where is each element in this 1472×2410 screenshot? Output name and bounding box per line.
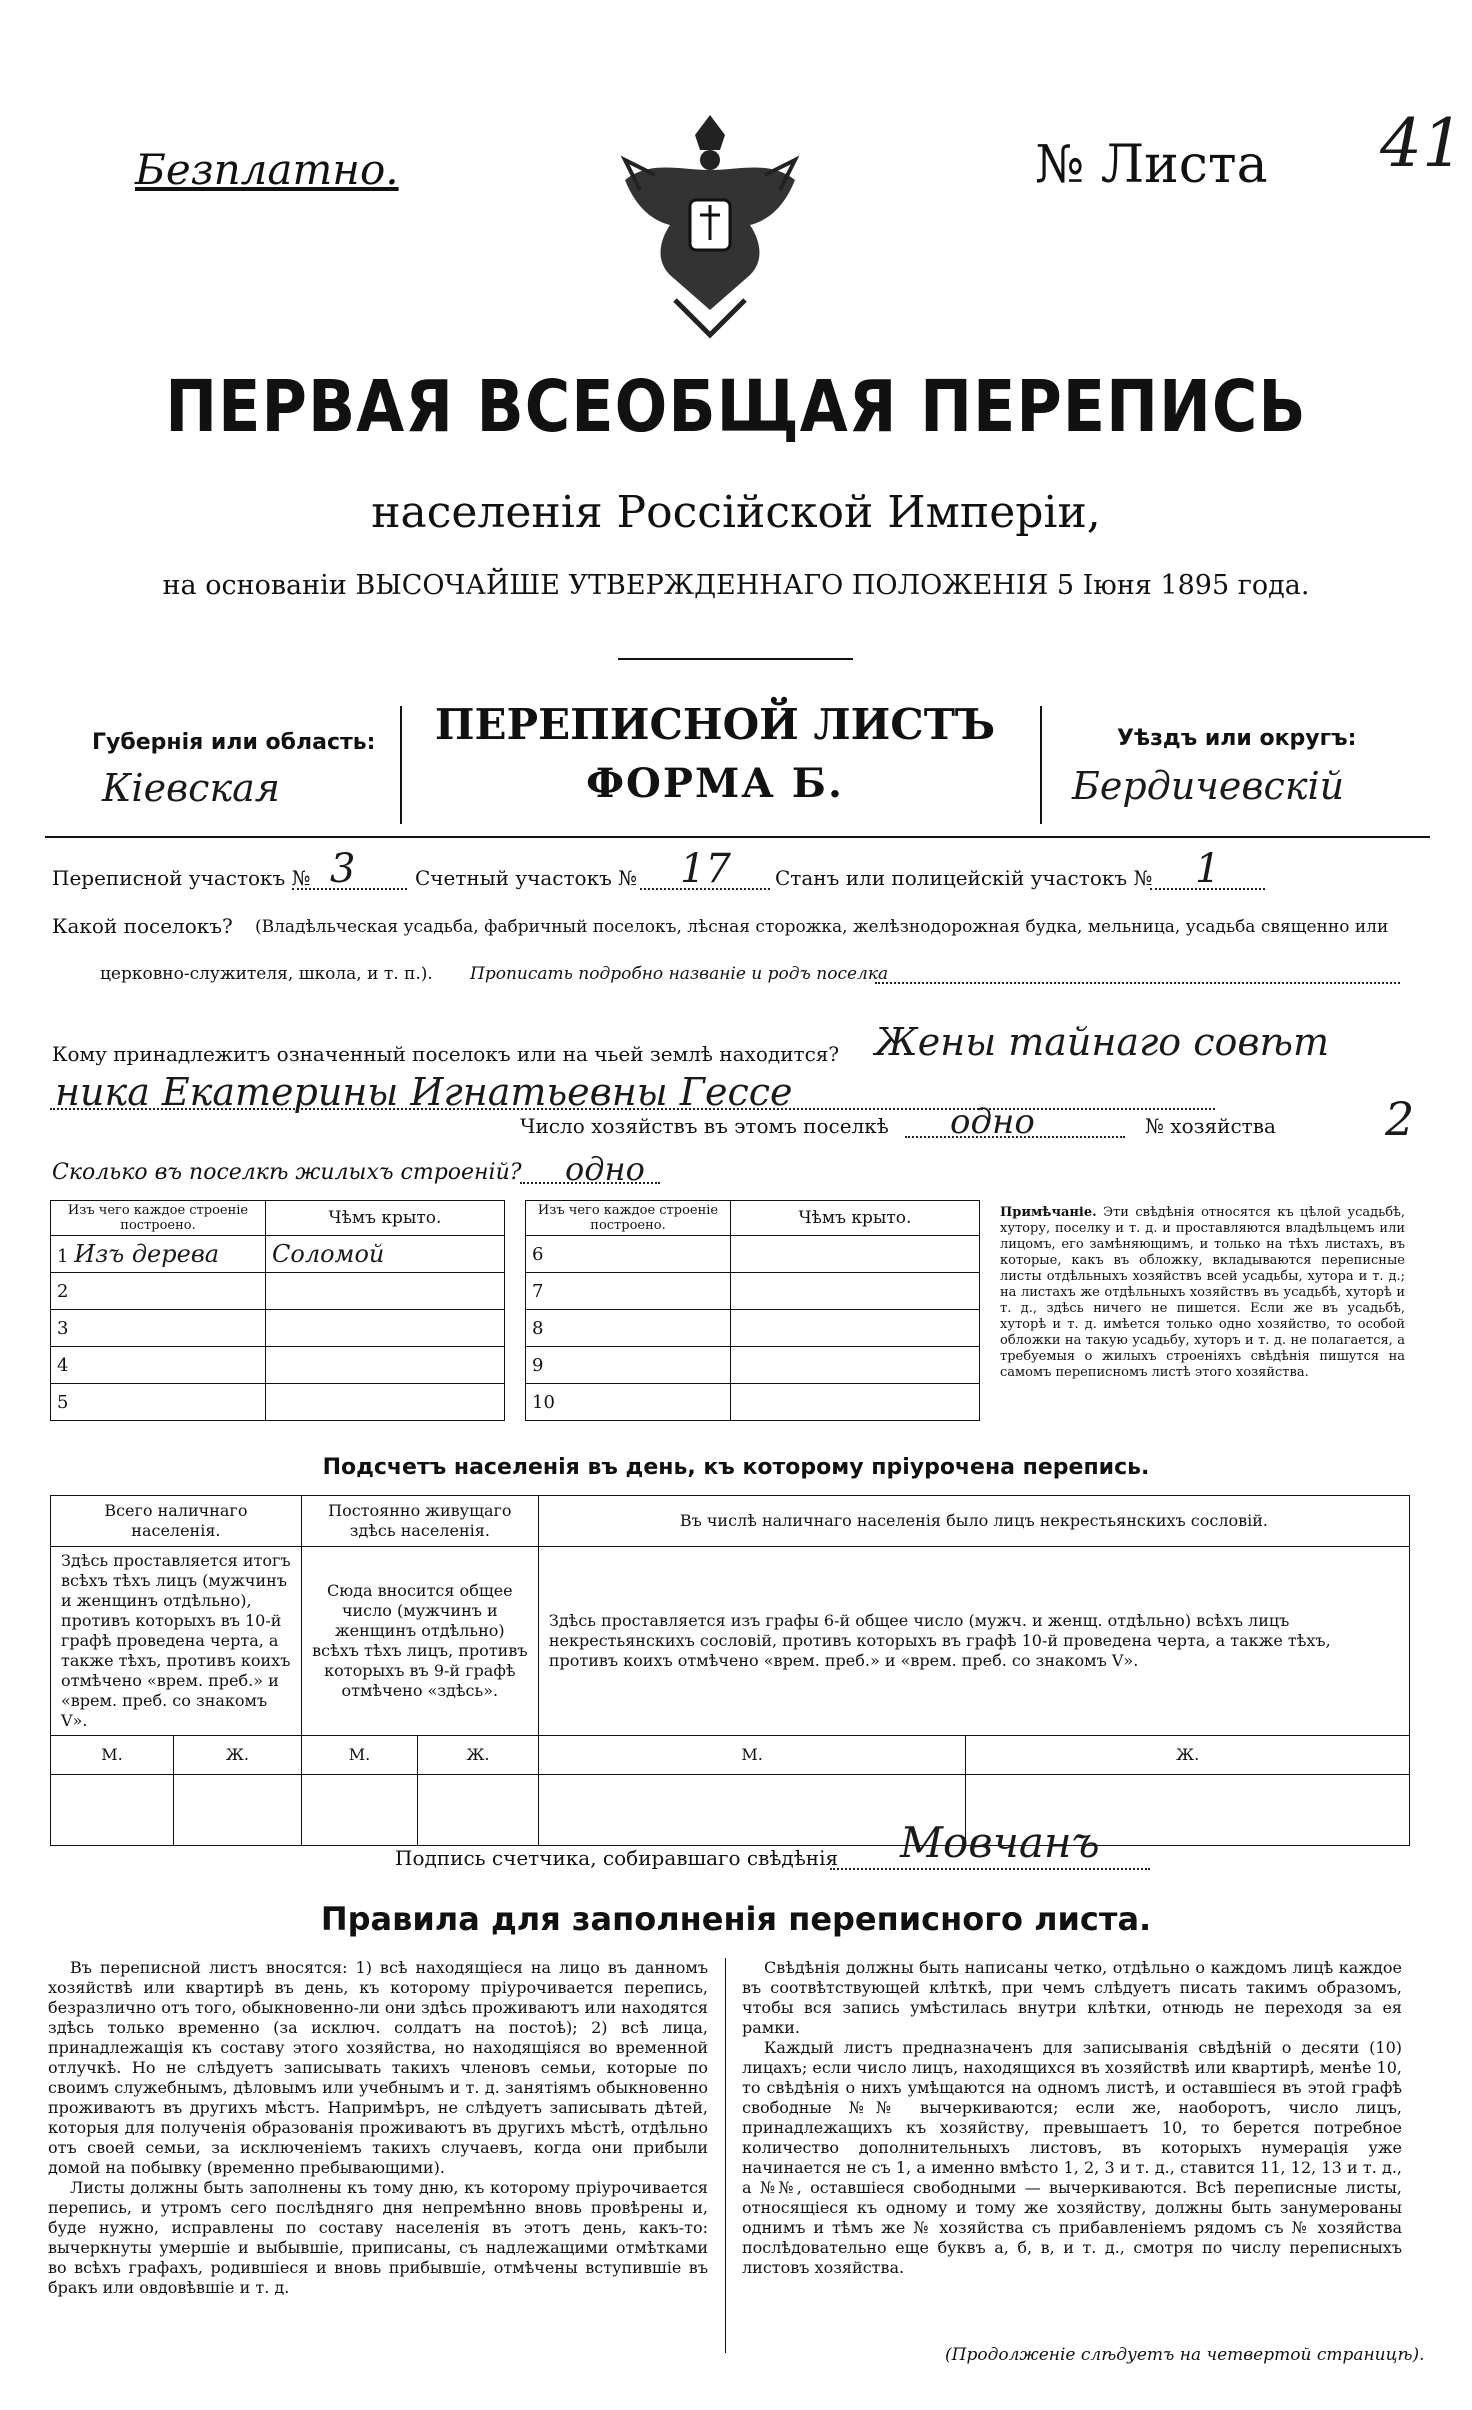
row-roof[interactable] (266, 1310, 505, 1347)
owner-value-2[interactable]: ника Екатерины Игнатьевны Гессе (55, 1070, 793, 1114)
row-number[interactable]: 7 (526, 1273, 731, 1310)
buildings-table-header (51, 1201, 505, 1236)
top-rule (45, 836, 1430, 838)
signature-label: Подпись счетчика, собиравшаго свѣдѣнія (395, 1846, 839, 1870)
buildings-table-header (526, 1201, 980, 1236)
table-row (51, 1236, 505, 1273)
row-material[interactable]: Изъ дерева (74, 1240, 220, 1268)
owner-line-2 (50, 1108, 1215, 1110)
col3-female-header: Ж. (966, 1736, 1410, 1775)
col2-male-cell[interactable] (301, 1775, 417, 1846)
settlement-line (875, 982, 1400, 984)
buildings-table-left (50, 1200, 505, 1421)
buildings-value[interactable]: одно (565, 1150, 645, 1188)
owner-value-1[interactable]: Жены тайнаго совѣт (875, 1020, 1330, 1064)
gubernia-value[interactable]: Кіевская (102, 766, 280, 810)
population-heading: Подсчетъ населенія въ день, къ которому пріурочена перепись. (322, 1455, 1150, 1480)
col1-female-header: Ж. (174, 1736, 302, 1775)
rules-title: Правила для заполненія переписного листа. (320, 1900, 1152, 1938)
table-row (51, 1384, 505, 1421)
signature-line (830, 1868, 1150, 1870)
row-number[interactable]: 10 (526, 1384, 731, 1421)
rules-column-divider (725, 1958, 726, 2353)
population-col1-text: Здѣсь проставляется итогъ всѣхъ тѣхъ лицъ (мужчинъ и женщинъ отдѣльно), противъ которыхъ въ 10-й графѣ проведена черта, а также тѣхъ, противъ коихъ отмѣчено «врем. преб.» и «врем. преб. со знакомъ V». (51, 1547, 302, 1736)
row-roof[interactable] (731, 1384, 980, 1421)
row-number: 1 (57, 1246, 69, 1267)
row-roof[interactable] (731, 1347, 980, 1384)
gubernia-box (52, 706, 402, 824)
police-district-value[interactable]: 1 (1195, 846, 1221, 892)
household-number-label: № хозяйства (1145, 1114, 1276, 1138)
legal-basis: на основаніи ВЫСОЧАЙШЕ УТВЕРЖДЕННАГО ПОЛОЖЕНІЯ 5 Іюня 1895 года. (162, 570, 1310, 601)
uezd-value[interactable]: Бердичевскій (1072, 764, 1345, 808)
table-row (526, 1310, 980, 1347)
police-district-label: Станъ или полицейскій участокъ № (775, 866, 1153, 890)
census-district-label: Переписной участокъ № (52, 866, 311, 890)
population-col2-text: Сюда вносится общее число (мужчинъ и женщинъ отдѣльно) всѣхъ тѣхъ лицъ, противъ которыхъ въ 9-й графѣ отмѣчено «здѣсь». (301, 1547, 538, 1736)
table-row (526, 1273, 980, 1310)
col1-male-header: М. (51, 1736, 174, 1775)
free-label: Безплатно. (135, 145, 399, 194)
rules-left-column (48, 1958, 708, 2298)
row-number[interactable]: 9 (526, 1347, 731, 1384)
uezd-box (1040, 706, 1422, 824)
row-roof[interactable] (266, 1273, 505, 1310)
settlement-instruction: Прописать подробно названіе и родъ поселка (470, 964, 889, 984)
counting-district-value[interactable]: 17 (680, 846, 731, 892)
table-row (526, 1236, 980, 1273)
households-value[interactable]: одно (950, 1102, 1035, 1142)
table-row (526, 1384, 980, 1421)
form-subtitle: ФОРМА Б. (586, 760, 844, 807)
population-col3-text: Здѣсь проставляется изъ графы 6-й общее число (мужч. и женщ. отдѣльно) всѣхъ лицъ некрестьянскихъ сословій, противъ которыхъ въ графѣ 10-й проведена черта, а также тѣхъ, противъ коихъ отмѣчено «врем. преб.» и «врем. преб. со знакомъ V». (538, 1547, 1409, 1736)
row-roof[interactable] (266, 1347, 505, 1384)
note-block (1000, 1205, 1405, 1381)
page-subtitle: населенія Россійской Имперіи, (371, 487, 1101, 538)
row-number[interactable]: 8 (526, 1310, 731, 1347)
note-text: Эти свѣдѣнія относятся къ цѣлой усадьбѣ, хутору, поселку и т. д. и проставляются владѣльцемъ или лицомъ, его замѣняющимъ, и только на тѣхъ листахъ, въ которые, какъ въ обложку, вкладываются переписные листы отдѣльныхъ хозяйствъ всей усадьбы, хутора и т. д.; на листахъ же отдѣльныхъ хозяйствъ въ усадьбѣ, хуторѣ и т. д., здѣсь ничего не пишется. Если же въ усадьбѣ, хуторѣ и т. д. имѣется только одно хозяйство, то особой обложки на такую усадьбу, хуторъ и т. д. не полагается, а требуемыя о жилыхъ строеніяхъ свѣдѣнія пишутся на самомъ переписномъ листѣ этого хозяйства. (1000, 1205, 1405, 1380)
double-eagle-emblem (620, 110, 800, 340)
sheet-number-value: 41 (1380, 105, 1464, 182)
col1-female-cell[interactable] (174, 1775, 302, 1846)
row-number[interactable]: 6 (526, 1236, 731, 1273)
population-table (50, 1495, 1410, 1846)
rules-right-paragraph-1: Свѣдѣнія должны быть написаны четко, отдѣльно о каждомъ лицѣ каждое въ соотвѣтствующей клѣткѣ, при чемъ слѣдуетъ писать такимъ образомъ, чтобы вся запись умѣстилась внутри клѣтки, отнюдь не переходя за ея рамки. (742, 1958, 1402, 2037)
table-row (526, 1347, 980, 1384)
col-roof-header: Чѣмъ крыто. (266, 1201, 505, 1236)
row-roof[interactable]: Соломой (266, 1236, 505, 1273)
table-row (51, 1273, 505, 1310)
row-number[interactable]: 3 (51, 1310, 266, 1347)
household-number-value[interactable]: 2 (1385, 1092, 1415, 1146)
rules-right-column (742, 1958, 1402, 2278)
col2-female-cell[interactable] (418, 1775, 539, 1846)
rules-continued: (Продолженіе слѣдуетъ на четвертой страницѣ). (945, 2345, 1425, 2365)
rules-left-paragraph-2: Листы должны быть заполнены къ тому дню, къ которому пріурочивается перепись, и утромъ сего послѣдняго дня непремѣнно вновь провѣрены и, буде нужно, исправлены по составу населенія въ этотъ день, какъ-то: вычеркнуты умершіе и выбывшіе, приписаны, съ надлежащими отмѣтками во всѣхъ графахъ, родившіеся и вновь прибывшіе, отмѣчены вступившіе въ бракъ или овдовѣвшіе и т. д. (48, 2178, 708, 2297)
sheet-number-label: № Листа (1035, 135, 1268, 195)
header-divider (618, 658, 853, 660)
population-col2-title: Постоянно живущаго здѣсь населенія. (301, 1496, 538, 1547)
col-material-header: Изъ чего каждое строеніе построено. (526, 1201, 731, 1236)
settlement-hint-2: церковно-служителя, школа, и т. п.). (100, 964, 433, 984)
table-row (51, 1347, 505, 1384)
col3-male-header: М. (538, 1736, 966, 1775)
col-roof-header: Чѣмъ крыто. (731, 1201, 980, 1236)
row-number[interactable]: 2 (51, 1273, 266, 1310)
uezd-label: Уѣздъ или округъ: (1117, 726, 1357, 751)
double-eagle-icon (620, 110, 800, 340)
owner-label: Кому принадлежитъ означенный поселокъ или на чьей землѣ находится? (52, 1042, 840, 1066)
population-col1-title: Всего наличнаго населенія. (51, 1496, 302, 1547)
settlement-hint: (Владѣльческая усадьба, фабричный поселокъ, лѣсная сторожка, желѣзнодорожная будка, мельница, усадьба священно или (255, 917, 1389, 937)
population-col3-title: Въ числѣ наличнаго населенія было лицъ некрестьянскихъ сословій. (538, 1496, 1409, 1547)
row-roof[interactable] (731, 1273, 980, 1310)
row-roof[interactable] (731, 1236, 980, 1273)
col1-male-cell[interactable] (51, 1775, 174, 1846)
row-number[interactable]: 5 (51, 1384, 266, 1421)
counting-district-label: Счетный участокъ № (415, 866, 638, 890)
table-row (51, 1310, 505, 1347)
census-district-value[interactable]: 3 (330, 846, 356, 892)
row-roof[interactable] (266, 1384, 505, 1421)
rules-left-paragraph-1: Въ переписной листъ вносятся: 1) всѣ находящіеся на лицо въ данномъ хозяйствѣ или квартирѣ въ день, къ которому пріурочивается перепись, безразлично отъ того, обыкновенно-ли они здѣсь проживаютъ или находятся здѣсь только временно (за исключ. солдатъ на постоѣ); 2) всѣ лица, принадлежащія къ составу этого хозяйства, но находящіяся во временной отлучкѣ. Но не слѣдуетъ записывать такихъ членовъ семьи, которые по своимъ служебнымъ, дѣловымъ или учебнымъ и т. д. занятіямъ обыкновенно проживаютъ въ другихъ мѣстъ. Напримѣръ, не слѣдуетъ записывать дѣтей, которыя для полученія образованія проживаютъ въ другихъ мѣстѣ, отдѣльно отъ своей семьи, за исключеніемъ такихъ случаевъ, когда они прибыли домой на побывку (временно пребывающими). (48, 1958, 708, 2177)
signature-value[interactable]: Мовчанъ (900, 1818, 1100, 1867)
row-number[interactable]: 4 (51, 1347, 266, 1384)
settlement-label: Какой поселокъ? (52, 914, 233, 938)
buildings-label: Сколько въ поселкѣ жилыхъ строеній? (52, 1160, 522, 1185)
households-label: Число хозяйствъ въ этомъ поселкѣ (520, 1114, 889, 1138)
gubernia-label: Губернія или область: (92, 730, 376, 755)
buildings-table-right (525, 1200, 980, 1421)
col-material-header: Изъ чего каждое строеніе построено. (51, 1201, 266, 1236)
col2-male-header: М. (301, 1736, 417, 1775)
page-title: ПЕРВАЯ ВСЕОБЩАЯ ПЕРЕПИСЬ (165, 364, 1307, 449)
form-title: ПЕРЕПИСНОЙ ЛИСТЪ (434, 700, 996, 749)
col2-female-header: Ж. (418, 1736, 539, 1775)
row-roof[interactable] (731, 1310, 980, 1347)
rules-right-paragraph-2: Каждый листъ предназначенъ для записыванія свѣдѣній о десяти (10) лицахъ; если число лицъ, находящихся въ хозяйствѣ или квартирѣ, менѣе 10, то свѣдѣнія о нихъ умѣщаются на одномъ листѣ, и оставшіеся въ этой графѣ свободные №№ вычеркиваются; если же, наоборотъ, число лицъ, принадлежащихъ къ хозяйству, превышаетъ 10, то берется потребное количество дополнительныхъ листовъ, въ которыхъ нумерація уже начинается не съ 1, а именно вмѣсто 1, 2, 3 и т. д., ставится 11, 12, 13 и т. д., а №№, оставшіеся свободными — вычеркиваются. Всѣ переписные листы, относящіеся къ одному и тому же хозяйству, должны быть занумерованы однимъ и тѣмъ же № хозяйства съ прибавленіемъ рядомъ съ № хозяйства послѣдовательно еще буквъ а, б, в, и т. д., смотря по числу переписныхъ листовъ хозяйства. (742, 2038, 1402, 2277)
note-label: Примѣчаніе. (1000, 1205, 1097, 1220)
